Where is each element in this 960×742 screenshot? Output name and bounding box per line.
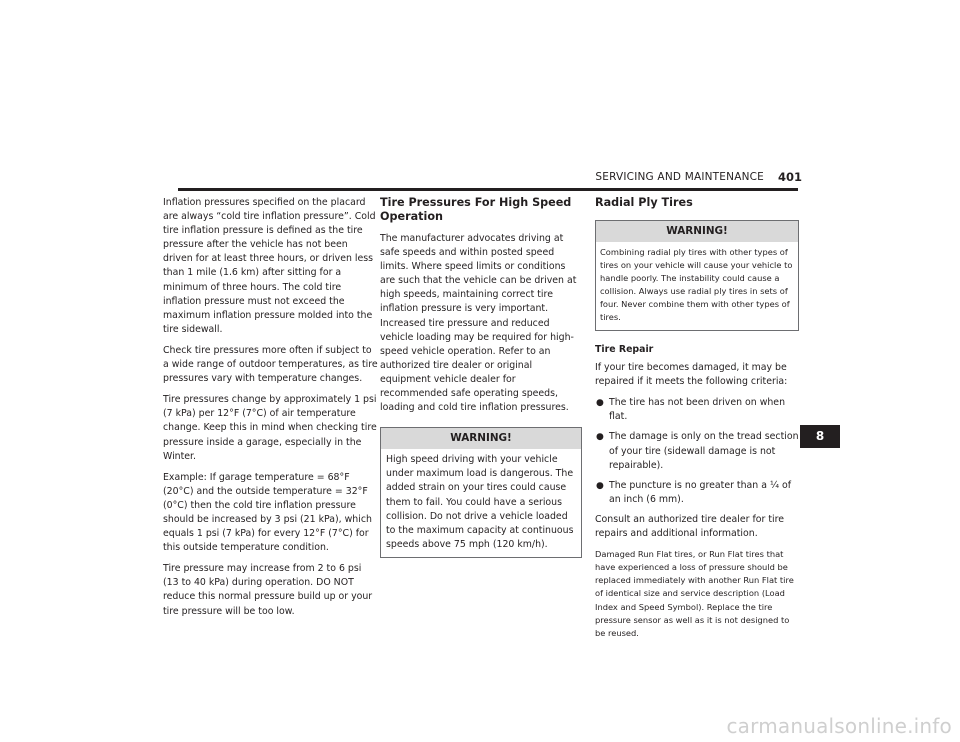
warning-title: WARNING! [381,428,581,449]
heading-radial-ply: Radial Ply Tires [595,196,693,209]
paragraph-run-flat-note: Damaged Run Flat tires, or Run Flat tires that have experienced a loss of pressure should be replaced immediately with another Run Flat tire of identical size and service description (Load Index and Speed Symbol). Replace the tire pressure sensor as well as it is not designed to be reused. [595,549,794,638]
chapter-tab: 8 [800,425,840,448]
paragraph-pressure-change: Tire pressures change by approximately 1 psi (7 kPa) per 12°F (7°C) of air temperature change. Keep this in mind when checking tire pressure inside a garage, especially in the Winter. [163,394,377,462]
warning-box-radial [595,220,799,331]
heading-high-speed: Tire Pressures For High Speed Operation [380,196,572,223]
paragraph-pressure-increase: Tire pressure may increase from 2 to 6 psi (13 to 40 kPa) during operation. DO NOT reduce this normal pressure build up or your tire pressure will be too low. [163,563,373,617]
paragraph-check-pressures: Check tire pressures more often if subject to a wide range of outdoor temperatures, as tire pressures vary with temperature changes. [163,344,378,385]
list-item: ● The puncture is no greater than a ¼ of an inch (6 mm). [596,479,792,505]
warning-text: High speed driving with your vehicle under maximum load is dangerous. The added strain on your tires could cause them to fail. You could have a serious collision. Do not drive a vehicle loaded to the maximum capacity at continuous speeds above 75 mph (120 km/h). [386,454,574,550]
bullet-icon: ● [596,432,604,443]
repair-criteria-list [595,396,799,507]
section-title: SERVICING AND MAINTENANCE [595,171,764,183]
warning-box-high-speed [380,427,582,558]
column-middle [380,196,582,558]
watermark: carmanualsonline.info [726,714,952,738]
bullet-icon: ● [596,480,604,491]
list-item: ● The tire has not been driven on when flat. [596,397,786,423]
paragraph-cold-inflation: Inflation pressures specified on the placard are always “cold tire inflation pressure”. Cold tire inflation pressure is defined as the tire pressure after the vehicle has not been driven for at least three hours, or driven less than 1 mile (1.6 km) after sitting for a minimum of three hours. The cold tire inflation pressure must not exceed the maximum inflation pressure molded into the tire sidewall. [163,197,376,335]
column-left [163,196,379,626]
paragraph-example: Example: If garage temperature = 68°F (20°C) and the outside temperature = 32°F (0°C) then the cold tire inflation pressure should be increased by 3 psi (21 kPa), which equals 1 psi (7 kPa) for every 12°F (7°C) for this outside temperature condition. [163,471,372,554]
column-right [595,196,799,647]
warning-title: WARNING! [596,221,798,242]
warning-text: Combining radial ply tires with other types of tires on your vehicle will cause your vehicle to handle poorly. The instability could cause a collision. Always use radial ply tires in sets of four. Never combine them with other types of tires. [600,247,793,322]
subheading-tire-repair: Tire Repair [595,344,654,355]
bullet-icon: ● [596,398,604,409]
page-header [0,170,960,186]
paragraph-high-speed: The manufacturer advocates driving at safe speeds and within posted speed limits. Where speed limits or conditions are such that the vehicle can be driven at high speeds, maintaining correct tire inflation pressure is very important. Increased tire pressure and reduced vehicle loading may be required for high-speed vehicle operation. Refer to an authorized tire dealer or original equipment vehicle dealer for recommended safe operating speeds, loading and cold tire inflation pressures. [380,233,577,414]
header-rule [178,188,798,191]
paragraph-repair-intro: If your tire becomes damaged, it may be repaired if it meets the following criteria: [595,362,788,388]
page-number: 401 [778,170,803,184]
paragraph-consult: Consult an authorized tire dealer for tire repairs and additional information. [595,513,785,540]
list-item: ● The damage is only on the tread section of your tire (sidewall damage is not repairable). [596,431,799,471]
